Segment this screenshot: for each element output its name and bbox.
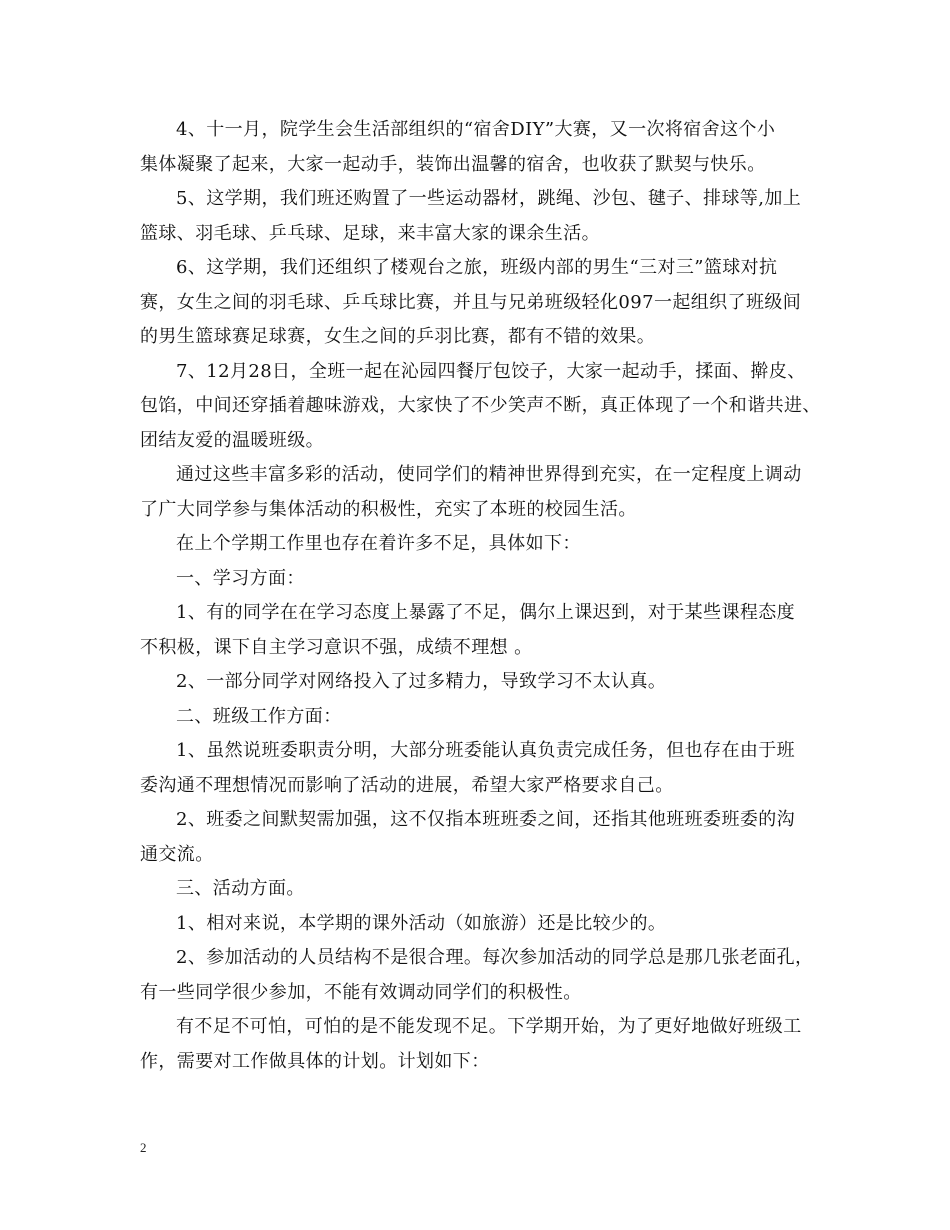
paragraph-few-activities: 1、相对来说，本学期的课外活动（如旅游）还是比较少的。	[176, 912, 667, 934]
heading-activities: 三、活动方面。	[176, 878, 305, 899]
paragraph-shortcomings-intro: 在上个学期工作里也存在着许多不足，具体如下：	[176, 533, 581, 554]
paragraph-participation: 2、参加活动的人员结构不是很合理。每次参加活动的同学总是那几张老面孔， 有一些同学很少参加，不能有效调动同学们的积极性。	[140, 947, 814, 1003]
paragraph-dorm-diy: 4、十一月，院学生会生活部组织的“宿舍DIY”大赛，又一次将宿舍这个小 集体凝聚了起来，大家一起动手，装饰出温馨的宿舍，也收获了默契与快乐。	[140, 119, 776, 175]
paragraph-sports-equipment: 5、这学期，我们班还购置了一些运动器材，跳绳、沙包、毽子、排球等,加上 篮球、羽毛球、乒乓球、足球，来丰富大家的课余生活。	[140, 188, 802, 244]
paragraph-dumplings: 7、12月28日，全班一起在沁园四餐厅包饺子，大家一起动手，揉面、擀皮、 包馅，中间还穿插着趣味游戏，大家快了不少笑声不断，真正体现了一个和谐共进、 团结友爱的温暖班级。	[140, 360, 821, 451]
paragraph-committee-rapport: 2、班委之间默契需加强，这不仅指本班班委之间，还指其他班班委班委的沟 通交流。	[140, 809, 796, 865]
heading-class-work: 二、班级工作方面：	[176, 705, 342, 727]
paragraph-study-attitude: 1、有的同学在在学习态度上暴露了不足，偶尔上课迟到，对于某些课程态度 不积极，课下自主学习意识不强，成绩不理想 。	[140, 602, 796, 658]
page-number: 2	[140, 1140, 147, 1155]
document-body	[140, 113, 830, 1079]
paragraph-committee-communication: 1、虽然说班委职责分明，大部分班委能认真负责完成任务，但也存在由于班 委沟通不理想情况而影响了活动的进展，希望大家严格要求自己。	[140, 740, 796, 796]
paragraph-activities-summary: 通过这些丰富多彩的活动，使同学们的精神世界得到充实，在一定程度上调动 了广大同学参与集体活动的积极性，充实了本班的校园生活。	[140, 464, 802, 520]
paragraph-louguantai-trip: 6、这学期，我们还组织了楼观台之旅，班级内部的男生“三对三”篮球对抗 赛，女生之间的羽毛球、乒乓球比赛，并且与兄弟班级轻化097一起组织了班级间 的男生篮球赛足球赛，女生之间的乒羽比赛，都有不错的效果。	[140, 257, 802, 347]
paragraph-study-internet: 2、一部分同学对网络投入了过多精力，导致学习不太认真。	[176, 671, 667, 692]
heading-study: 一、学习方面：	[176, 567, 305, 589]
paragraph-plan-intro: 有不足不可怕，可怕的是不能发现不足。下学期开始，为了更好地做好班级工 作，需要对工作做具体的计划。计划如下：	[140, 1016, 802, 1072]
